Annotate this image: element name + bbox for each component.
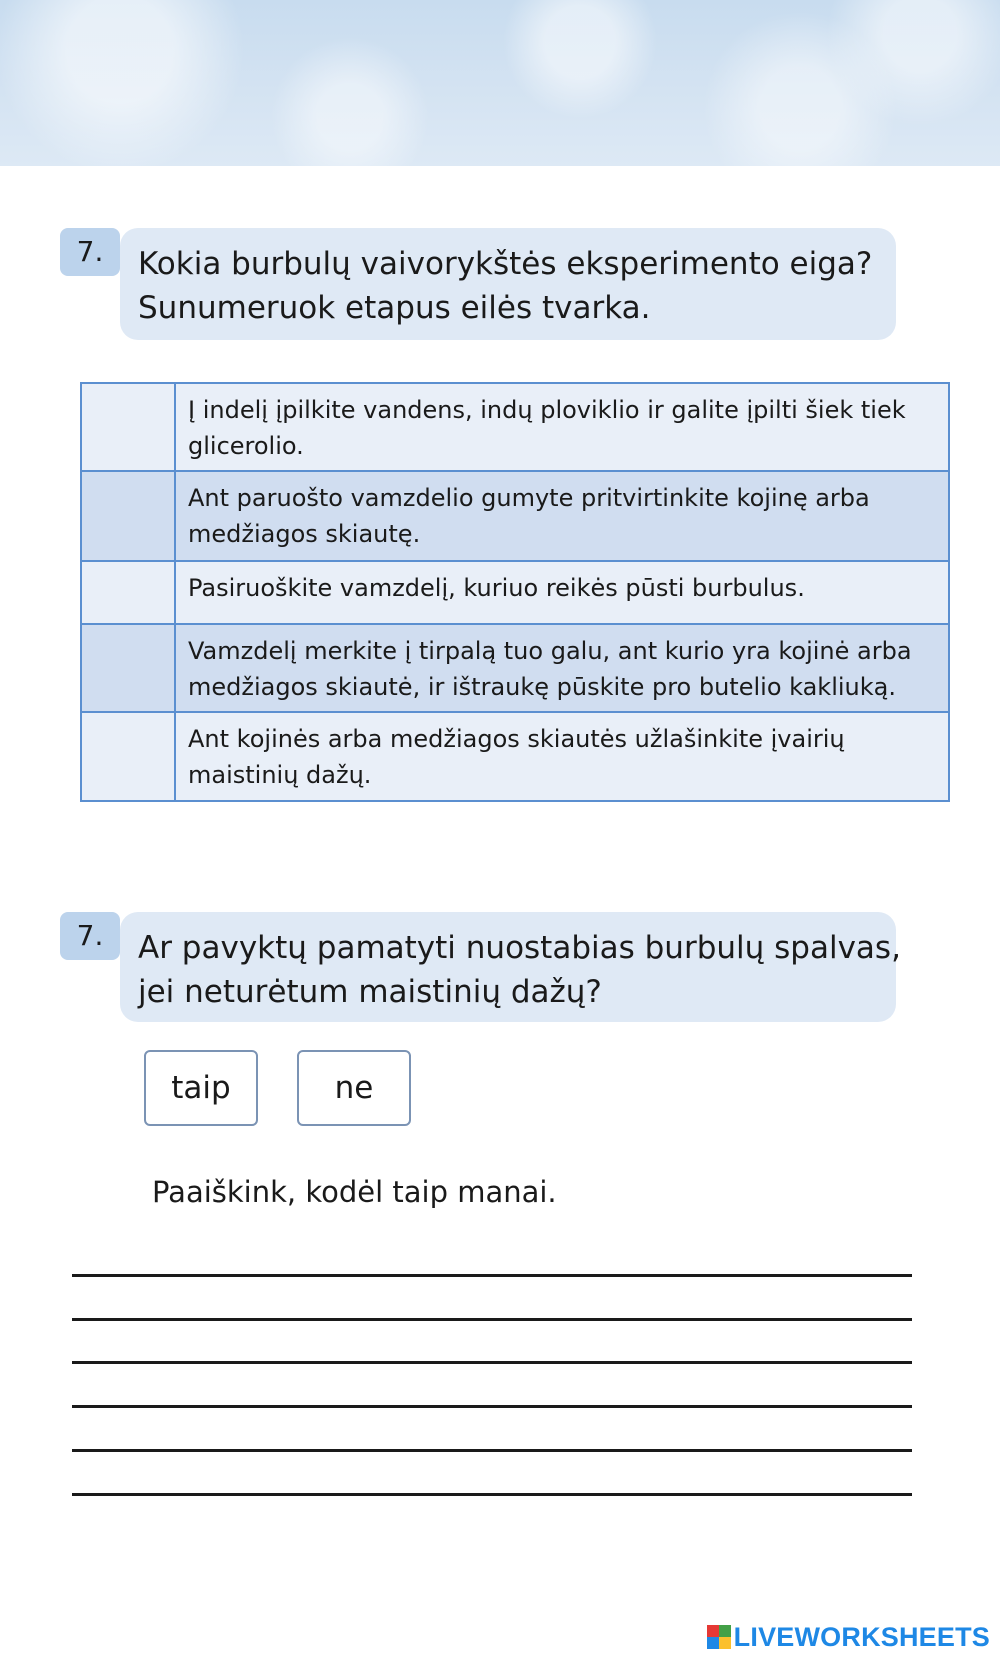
step-row-3 xyxy=(81,561,949,624)
step-5-line-1: Ant kojinės arba medžiagos skiautės užlašinkite įvairių xyxy=(188,725,845,753)
answer-line-2[interactable] xyxy=(72,1318,912,1321)
header-banner xyxy=(0,0,1000,166)
step-5-text xyxy=(175,712,949,801)
step-1-line-1: Į indelį įpilkite vandens, indų ploviklio ir galite įpilti šiek tiek xyxy=(188,396,906,424)
step-1-order-input[interactable] xyxy=(81,383,175,471)
liveworksheets-brand xyxy=(707,1622,990,1652)
step-2-line-2: medžiagos skiautę. xyxy=(188,520,421,548)
answer-line-4[interactable] xyxy=(72,1405,912,1408)
step-5-line-2: maistinių dažų. xyxy=(188,761,372,789)
step-4-line-2: medžiagos skiautė, ir ištraukę pūskite pro butelio kakliuką. xyxy=(188,673,896,701)
step-3-line-1: Pasiruoškite vamzdelį, kuriuo reikės pūsti burbulus. xyxy=(188,574,805,602)
answer-line-5[interactable] xyxy=(72,1449,912,1452)
question-1-line-1: Kokia burbulų vaivorykštės eksperimento eiga? xyxy=(138,246,873,282)
step-2-order-input[interactable] xyxy=(81,471,175,561)
question-2-number: 7. xyxy=(60,912,120,960)
question-2-line-2: jei neturėtum maistinių dažų? xyxy=(138,974,602,1010)
step-5-order-input[interactable] xyxy=(81,712,175,801)
question-1-number: 7. xyxy=(60,228,120,276)
step-3-order-input[interactable] xyxy=(81,561,175,624)
step-2-text xyxy=(175,471,949,561)
step-row-1 xyxy=(81,383,949,471)
answer-line-3[interactable] xyxy=(72,1361,912,1364)
liveworksheets-logo-icon xyxy=(707,1625,731,1649)
question-2-bubble xyxy=(120,912,901,1022)
step-1-line-2: glicerolio. xyxy=(188,432,304,460)
step-1-text xyxy=(175,383,949,471)
brand-text: LIVEWORKSHEETS xyxy=(733,1621,990,1652)
step-row-5 xyxy=(81,712,949,801)
step-4-text xyxy=(175,624,949,712)
step-4-order-input[interactable] xyxy=(81,624,175,712)
step-row-2 xyxy=(81,471,949,561)
step-4-line-1: Vamzdelį merkite į tirpalą tuo galu, ant kurio yra kojinė arba xyxy=(188,637,912,665)
answer-line-1[interactable] xyxy=(72,1274,912,1277)
steps-table xyxy=(80,382,950,802)
question-2-line-1: Ar pavyktų pamatyti nuostabias burbulų spalvas, xyxy=(138,930,901,966)
yes-answer-button[interactable]: taip xyxy=(144,1050,258,1126)
no-answer-button[interactable]: ne xyxy=(297,1050,411,1126)
step-3-text xyxy=(175,561,949,624)
answer-line-6[interactable] xyxy=(72,1493,912,1496)
step-row-4 xyxy=(81,624,949,712)
question-1-bubble xyxy=(120,228,896,340)
step-2-line-1: Ant paruošto vamzdelio gumyte pritvirtinkite kojinę arba xyxy=(188,484,870,512)
question-1-line-2: Sunumeruok etapus eilės tvarka. xyxy=(138,290,651,326)
explain-prompt: Paaiškink, kodėl taip manai. xyxy=(152,1175,557,1209)
